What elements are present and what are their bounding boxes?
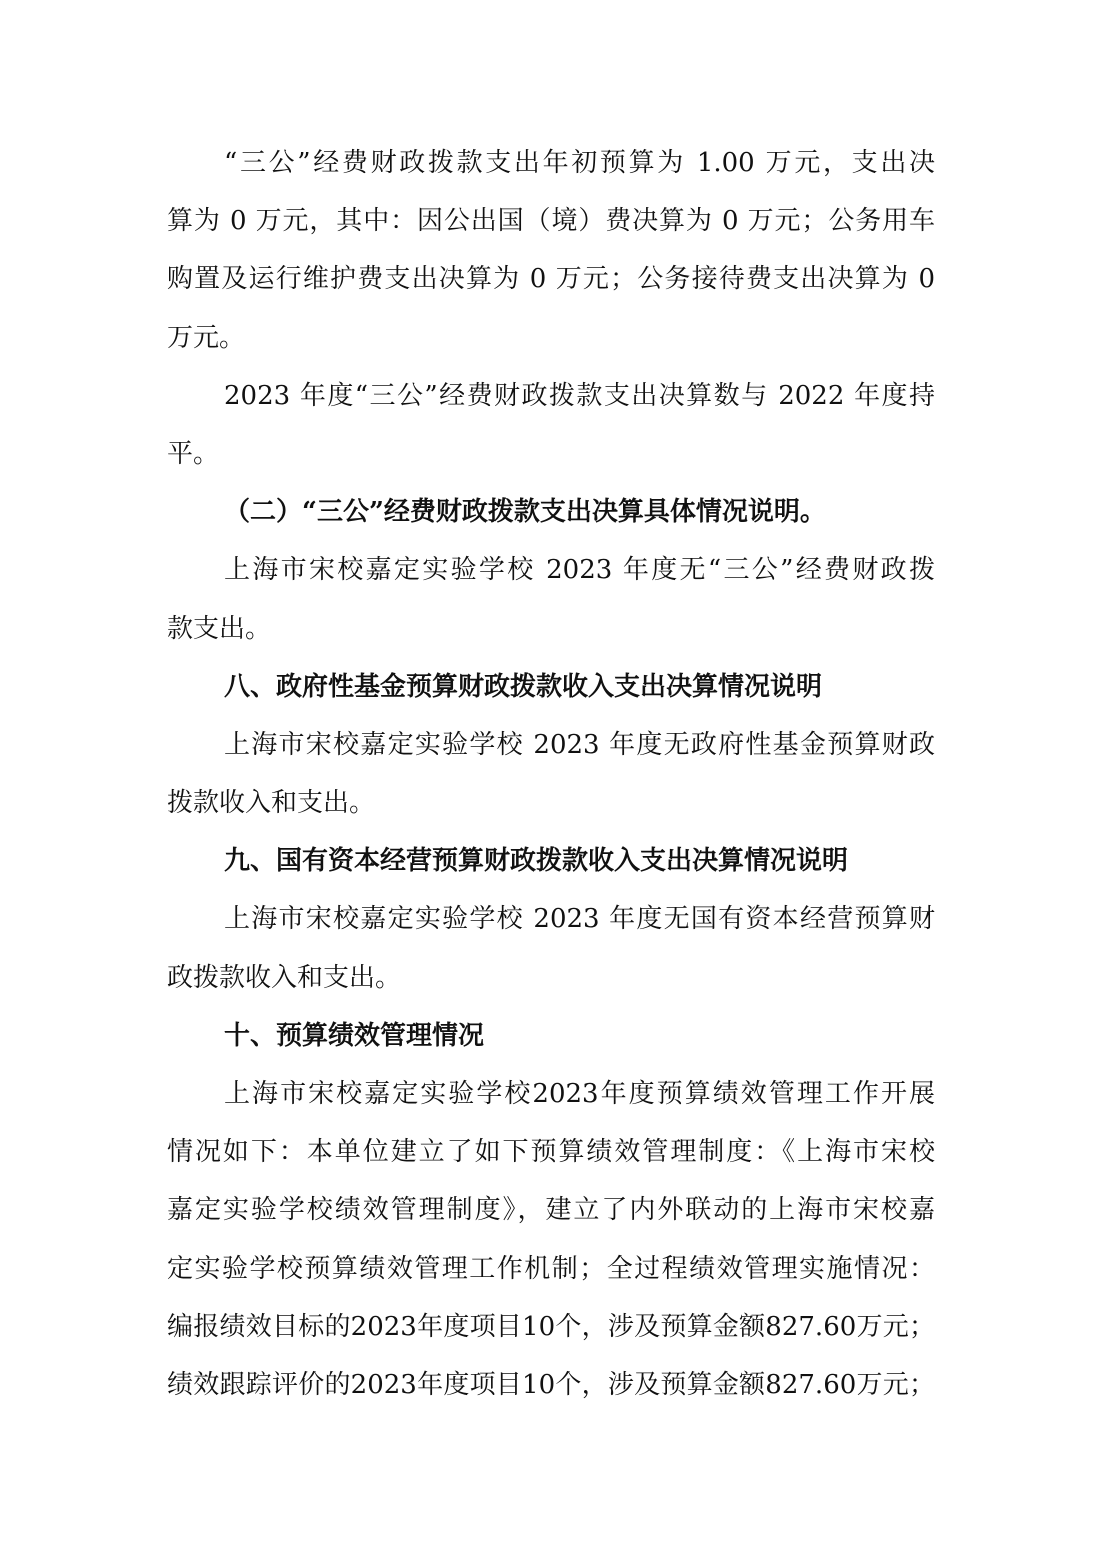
text-line: 款支出。: [167, 613, 272, 644]
text-line: 定实验学校预算绩效管理工作机制；全过程绩效管理实施情况：: [167, 1253, 935, 1284]
text-line: 政拨款收入和支出。: [167, 962, 402, 993]
text-line: （二）“三公”经费财政拨款支出决算具体情况说明。: [224, 497, 826, 528]
text-line: 万元。: [167, 322, 246, 353]
text-line: 八、政府性基金预算财政拨款收入支出决算情况说明: [224, 671, 823, 702]
text-line: “三公”经费财政拨款支出年初预算为 1.00 万元，支出决: [224, 148, 935, 178]
text-line: 上海市宋校嘉定实验学校2023年度预算绩效管理工作开展: [224, 1079, 935, 1109]
section-heading: [167, 483, 935, 541]
text-line: 九、国有资本经营预算财政拨款收入支出决算情况说明: [224, 846, 849, 877]
text-line: 算为 0 万元，其中：因公出国（境）费决算为 0 万元；公务用车: [167, 206, 935, 237]
text-line: 拨款收入和支出。: [167, 788, 376, 819]
text-line: 2023 年度“三公”经费财政拨款支出决算数与 2022 年度持: [224, 380, 935, 411]
text-line: 十、预算绩效管理情况: [224, 1020, 485, 1051]
paragraph: [167, 541, 935, 657]
paragraph: [167, 890, 935, 1006]
text-line: 嘉定实验学校绩效管理制度》，建立了内外联动的上海市宋校嘉: [167, 1195, 935, 1226]
text-line: 绩效跟踪评价的2023年度项目10个，涉及预算金额827.60万元；: [167, 1369, 935, 1400]
paragraph: [167, 367, 935, 483]
section-heading: [167, 658, 935, 716]
section-heading: [167, 832, 935, 890]
text-line: 购置及运行维护费支出决算为 0 万元；公务接待费支出决算为 0: [167, 264, 935, 295]
text-line: 上海市宋校嘉定实验学校 2023 年度无国有资本经营预算财: [224, 904, 935, 935]
text-line: 情况如下：本单位建立了如下预算绩效管理制度：《上海市宋校: [167, 1137, 935, 1168]
text-line: 平。: [167, 438, 220, 469]
paragraph: [167, 716, 935, 832]
text-line: 上海市宋校嘉定实验学校 2023 年度无政府性基金预算财政: [224, 729, 935, 760]
section-heading: [167, 1007, 935, 1065]
document-page: [167, 134, 935, 1414]
text-line: 编报绩效目标的2023年度项目10个，涉及预算金额827.60万元；: [167, 1311, 935, 1342]
paragraph: [167, 1065, 935, 1414]
text-line: 上海市宋校嘉定实验学校 2023 年度无“三公”经费财政拨: [224, 555, 935, 586]
paragraph: [167, 134, 935, 367]
